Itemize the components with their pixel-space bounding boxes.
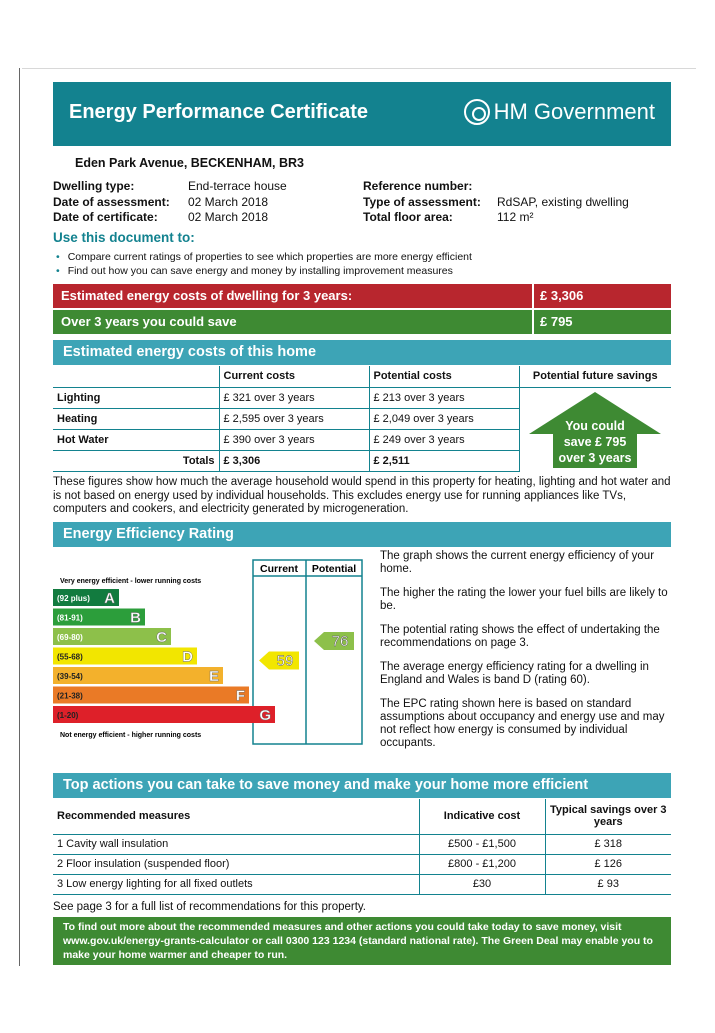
- measure-saving: £ 318: [545, 834, 671, 854]
- band-range-label: (81-91): [57, 613, 83, 623]
- costs-section-heading: Estimated energy costs of this home: [53, 340, 671, 365]
- crest-icon: [464, 99, 490, 125]
- current-cost: £ 2,595 over 3 years: [219, 408, 369, 429]
- rating-text: The potential rating shows the effect of undertaking the recommendations on page 3.: [380, 624, 660, 649]
- table-header-row: [53, 366, 671, 387]
- band-g: [53, 706, 275, 723]
- estimated-costs-value: £ 3,306: [540, 288, 584, 303]
- rating-section-heading: Energy Efficiency Rating: [53, 522, 671, 547]
- band-range-label: (1-20): [57, 711, 79, 720]
- savings-label: Over 3 years you could save: [61, 314, 237, 329]
- savings-bar: [53, 310, 671, 334]
- rating-text: The graph shows the current energy efficiency of your home.: [380, 550, 655, 575]
- band-letter: G: [259, 707, 271, 724]
- property-address: Eden Park Avenue, BECKENHAM, BR3: [75, 156, 304, 170]
- detail-key: Total floor area:: [363, 210, 453, 224]
- arrow-text-2: save £ 795: [563, 435, 627, 449]
- savings-arrow: [529, 392, 661, 468]
- table-row: [53, 834, 671, 854]
- hm-government-logo: [464, 99, 655, 125]
- rating-text: The EPC rating shown here is based on standard assumptions about occupancy and energy use and may not reflect how energy is consumed by individual occupants.: [380, 698, 665, 749]
- current-column-header: Current: [260, 563, 298, 575]
- table-header: [53, 366, 219, 387]
- table-header: Potential future savings: [519, 366, 671, 387]
- current-rating-value: 59: [276, 652, 294, 670]
- page-left-rule: [19, 68, 20, 966]
- measure-cost: £800 - £1,200: [419, 854, 545, 874]
- detail-key: Date of assessment:: [53, 194, 170, 209]
- estimated-costs-label: Estimated energy costs of dwelling for 3 years:: [61, 288, 353, 303]
- band-range-label: (69-80): [57, 633, 83, 642]
- measure-name: 3 Low energy lighting for all fixed outlets: [53, 874, 419, 894]
- see-page-note: See page 3 for a full list of recommendations for this property.: [53, 901, 366, 913]
- measure-cost: £500 - £1,500: [419, 834, 545, 854]
- cost-label: Hot Water: [53, 429, 219, 450]
- rating-text: The higher the rating the lower your fuel bills are likely to be.: [380, 587, 668, 612]
- hm-government-text: HM Government: [493, 99, 655, 124]
- potential-cost: £ 249 over 3 years: [369, 429, 519, 450]
- rating-explanation: [380, 550, 672, 761]
- band-letter: B: [130, 609, 141, 627]
- current-cost: £ 321 over 3 years: [219, 387, 369, 408]
- detail-value: End-terrace house: [188, 179, 287, 193]
- detail-key: Dwelling type:: [53, 179, 135, 193]
- totals-potential: £ 2,511: [369, 450, 519, 471]
- detail-value: 112 m²: [497, 210, 534, 224]
- bottom-scale-label: Not energy efficient - higher running costs: [60, 732, 202, 739]
- measure-name: 1 Cavity wall insulation: [53, 834, 419, 854]
- potential-cost: £ 213 over 3 years: [369, 387, 519, 408]
- detail-value: 02 March 2018: [188, 194, 269, 209]
- actions-section-heading: Top actions you can take to save money and make your home more efficient: [53, 773, 671, 798]
- energy-rating-chart: [53, 555, 363, 745]
- band-range-label: (55-68): [57, 652, 83, 662]
- current-cost: £ 390 over 3 years: [219, 429, 369, 450]
- table-row: [53, 854, 671, 874]
- cost-label: Lighting: [53, 387, 219, 408]
- potential-column-header: Potential: [311, 563, 357, 575]
- detail-value: RdSAP, existing dwelling: [497, 194, 629, 209]
- measure-cost: £30: [419, 874, 545, 894]
- page-top-rule: [22, 68, 696, 69]
- rating-text: The average energy efficiency rating for a dwelling in England and Wales is band D (rating 60).: [380, 661, 649, 686]
- totals-label: Totals: [53, 450, 219, 471]
- band-range-label: (92 plus): [57, 594, 90, 603]
- measure-saving: £ 93: [545, 874, 671, 894]
- band-letter: E: [208, 668, 219, 685]
- costs-note: These figures show how much the average household would spend in this property for heating, lighting and hot water and is not based on energy used by individual households. This excludes energy use for running appliances like TVs, computers and cookers, and electricity generated by microgeneration.: [53, 476, 671, 515]
- detail-key: Date of certificate:: [53, 210, 158, 224]
- rating-bands: [53, 589, 275, 724]
- measure-saving: £ 126: [545, 854, 671, 874]
- detail-key: Reference number:: [363, 179, 473, 193]
- use-document-list: [56, 250, 472, 278]
- band-letter: D: [182, 648, 193, 666]
- table-header-row: [53, 799, 671, 834]
- details-left: [53, 179, 287, 226]
- totals-current: £ 3,306: [219, 450, 369, 471]
- bar-divider: [532, 310, 534, 334]
- list-item: • Find out how you can save energy and money by installing improvement measures: [56, 264, 472, 278]
- list-item: • Compare current ratings of properties to see which properties are more energy efficient: [56, 250, 472, 264]
- band-range-label: (21-38): [57, 691, 83, 701]
- top-scale-label: Very energy efficient - lower running costs: [60, 578, 202, 585]
- band-letter: C: [156, 629, 167, 646]
- arrow-text-3: over 3 years: [558, 451, 632, 465]
- certificate-header: [53, 82, 671, 146]
- use-document-heading: Use this document to:: [53, 230, 195, 245]
- table-header: Indicative cost: [419, 799, 545, 834]
- potential-rating-value: 76: [331, 633, 349, 650]
- table-header: Potential costs: [369, 366, 519, 387]
- band-range-label: (39-54): [57, 672, 83, 681]
- band-letter: F: [235, 687, 245, 705]
- arrow-text-1: You could: [565, 419, 625, 433]
- table-header: Typical savings over 3 years: [545, 799, 671, 834]
- cost-label: Heating: [53, 408, 219, 429]
- bar-divider: [532, 284, 534, 308]
- potential-cost: £ 2,049 over 3 years: [369, 408, 519, 429]
- table-row: [53, 874, 671, 894]
- detail-value: 02 March 2018: [188, 210, 269, 224]
- table-header: Recommended measures: [53, 799, 419, 834]
- details-right: [363, 179, 629, 226]
- band-letter: A: [104, 590, 115, 607]
- find-out-more-bar: To find out more about the recommended measures and other actions you could take today to save money, visit www.gov.uk/energy-grants-calculator or call 0300 123 1234 (standard national rate). The Green Deal may enable you to make your home warmer and cheaper to run.: [53, 917, 671, 965]
- savings-value: £ 795: [540, 314, 573, 329]
- table-header: Current costs: [219, 366, 369, 387]
- measure-name: 2 Floor insulation (suspended floor): [53, 854, 419, 874]
- certificate-title: Energy Performance Certificate: [69, 101, 369, 123]
- estimated-costs-bar: [53, 284, 671, 308]
- detail-key: Type of assessment:: [363, 194, 481, 209]
- actions-table: [53, 799, 671, 895]
